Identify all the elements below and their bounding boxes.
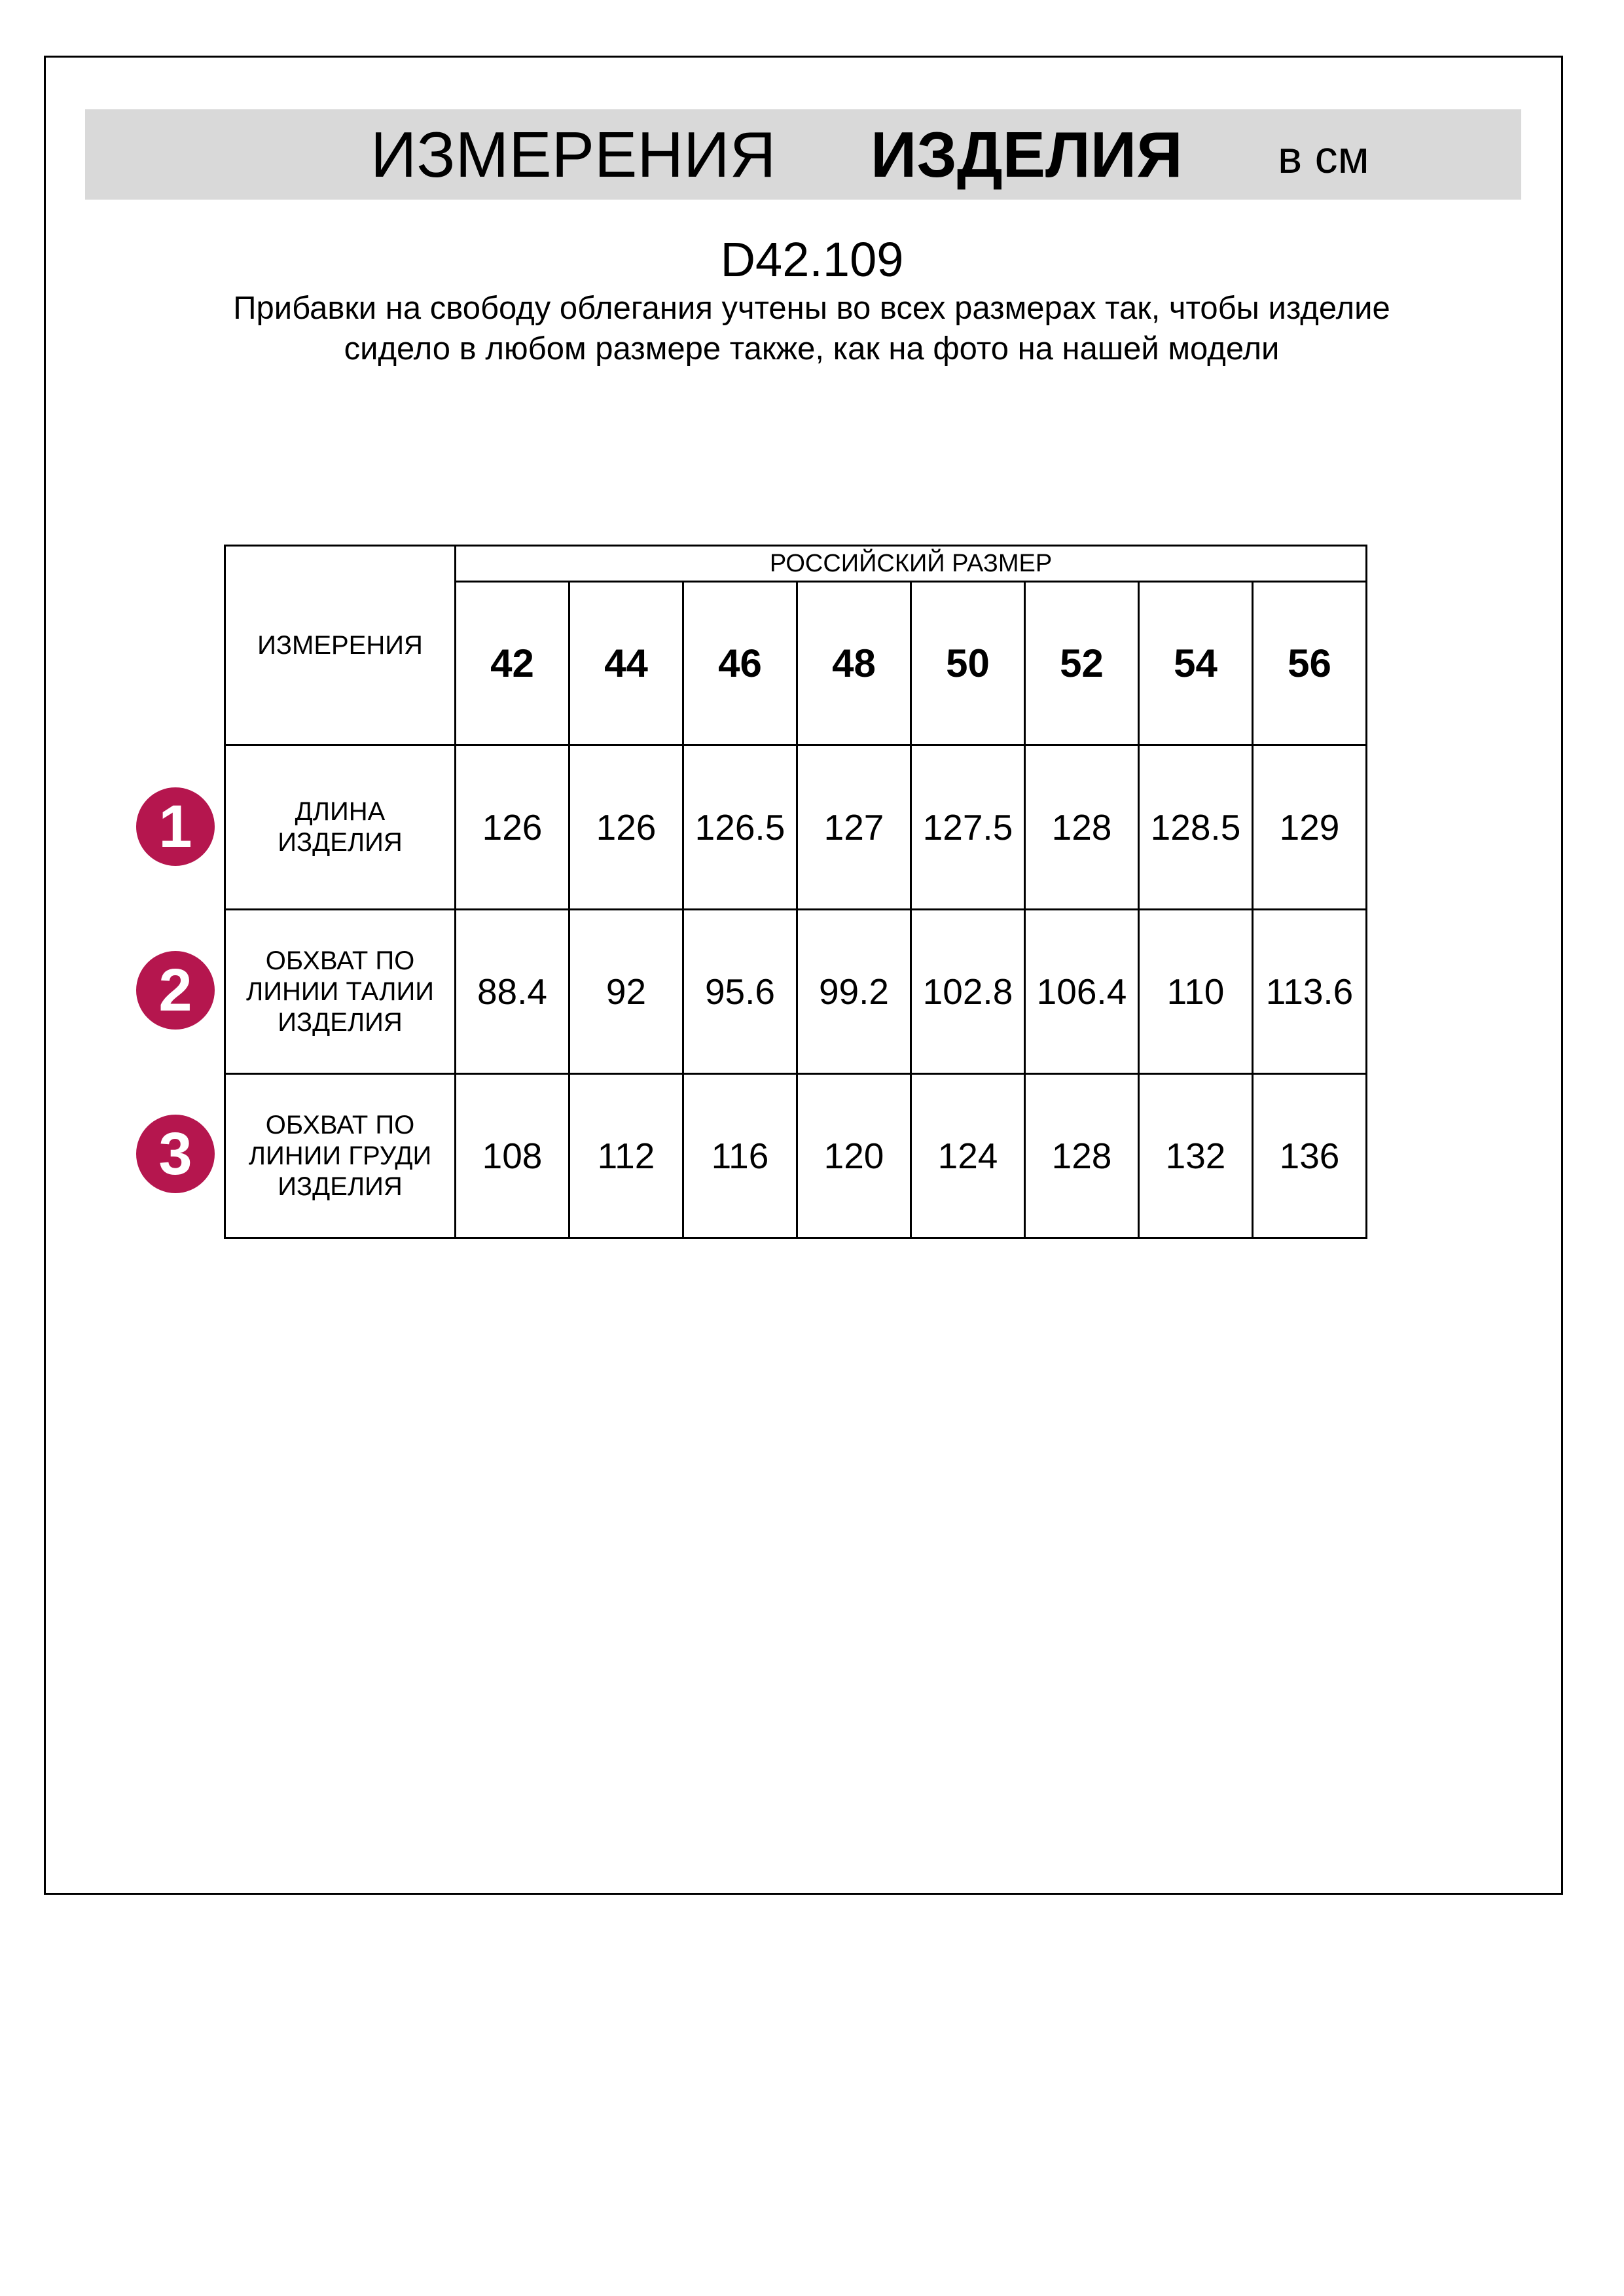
table-cell: 92 <box>569 910 683 1074</box>
product-code: D42.109 <box>720 232 904 287</box>
table-row <box>225 745 1367 910</box>
title-product: ИЗДЕЛИЯ <box>871 118 1183 190</box>
row-number-badge: 3 <box>136 1115 215 1193</box>
size-header: 48 <box>797 582 911 745</box>
row-number-badge: 1 <box>136 787 215 866</box>
row-label <box>225 1074 456 1238</box>
table-cell: 106.4 <box>1025 910 1139 1074</box>
table-cell: 110 <box>1139 910 1253 1074</box>
row-label <box>225 745 456 910</box>
row-label-text: ОБХВАТ ПО ЛИНИИ ТАЛИИ ИЗДЕЛИЯ <box>246 946 434 1037</box>
row-number-badge: 2 <box>136 951 215 1030</box>
table-cell: 95.6 <box>683 910 797 1074</box>
row-label-text: ДЛИНА ИЗДЕЛИЯ <box>278 797 403 857</box>
size-group-header: РОССИЙСКИЙ РАЗМЕР <box>456 546 1367 582</box>
size-header: 56 <box>1253 582 1367 745</box>
table-cell: 113.6 <box>1253 910 1367 1074</box>
table-cell: 126.5 <box>683 745 797 910</box>
table-cell: 112 <box>569 1074 683 1238</box>
fit-note: Прибавки на свободу облегания учтены во всех размерах так, чтобы изделие сидело в любом размере также, как на фото на нашей модели <box>233 291 1390 367</box>
size-header: 54 <box>1139 582 1253 745</box>
size-table <box>224 545 1367 1239</box>
table-cell: 102.8 <box>911 910 1025 1074</box>
table-cell: 120 <box>797 1074 911 1238</box>
size-header: 50 <box>911 582 1025 745</box>
table-cell: 126 <box>569 745 683 910</box>
table-cell: 129 <box>1253 745 1367 910</box>
table-cell: 132 <box>1139 1074 1253 1238</box>
table-cell: 88.4 <box>456 910 569 1074</box>
row-label <box>225 910 456 1074</box>
table-cell: 124 <box>911 1074 1025 1238</box>
table-cell: 127 <box>797 745 911 910</box>
size-header: 52 <box>1025 582 1139 745</box>
table-cell: 108 <box>456 1074 569 1238</box>
table-cell: 116 <box>683 1074 797 1238</box>
table-cell: 128 <box>1025 1074 1139 1238</box>
table-row <box>225 910 1367 1074</box>
row-label-text: ОБХВАТ ПО ЛИНИИ ГРУДИ ИЗДЕЛИЯ <box>248 1110 432 1201</box>
table-row <box>225 1074 1367 1238</box>
table-cell: 127.5 <box>911 745 1025 910</box>
table-cell: 126 <box>456 745 569 910</box>
title-bar <box>85 109 1521 200</box>
title-measurements: ИЗМЕРЕНИЯ <box>370 118 776 190</box>
size-header: 44 <box>569 582 683 745</box>
size-header: 46 <box>683 582 797 745</box>
table-cell: 99.2 <box>797 910 911 1074</box>
table-cell: 136 <box>1253 1074 1367 1238</box>
size-header: 42 <box>456 582 569 745</box>
measurement-header: ИЗМЕРЕНИЯ <box>225 546 456 745</box>
table-cell: 128 <box>1025 745 1139 910</box>
title-unit: в см <box>1278 132 1369 183</box>
table-cell: 128.5 <box>1139 745 1253 910</box>
